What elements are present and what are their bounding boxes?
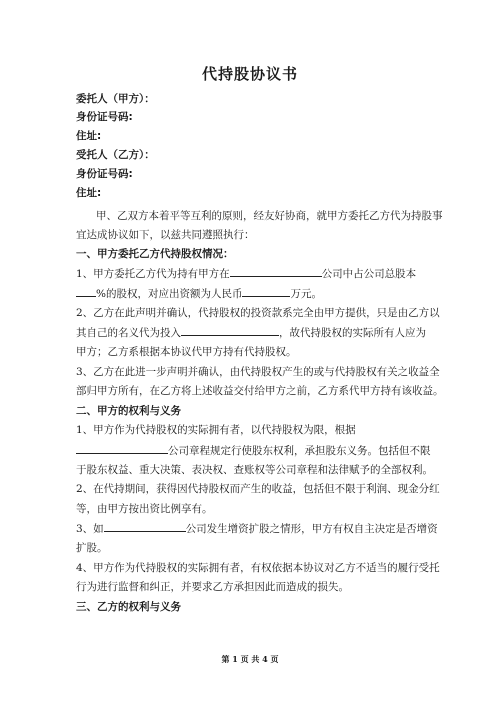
section2-clause1-line1: 1、甲方作为代持股权的实际拥有者，以代持股权为限，根据 [76,424,356,436]
text: 1、甲方委托乙方代为持有甲方在 [76,268,230,280]
agent-label: 受托人（乙方）： [76,149,155,161]
principal-id-label: 身份证号码: [76,111,133,123]
text: 3、如 [76,523,104,535]
section3-heading: 三、乙方的权利与义务 [76,601,181,613]
page-indicator: 第 1 页 共 4 页 [221,654,279,664]
section1-clause2-line2 [76,325,436,340]
section2-clause2-line1: 2、在代持期间，获得因代持股权而产生的收益，包括但不限于利润、现金分红 [76,483,440,495]
section1-clause2-line3: 甲方；乙方系根据本协议代甲方持有代持股权。 [76,346,297,358]
section1-clause1-line2 [76,286,436,301]
company-name-blank [230,266,322,277]
text: ，故代持股权的实际所有人应为 [279,327,426,339]
text: %的股权，对应出资额为人民币 [96,288,243,300]
section1-clause2-line1: 2、乙方在此声明并确认，代持股权的投资款系完全由甲方提供，只是由乙方以 [76,307,440,319]
agent-id-label: 身份证号码: [76,168,133,180]
text: 公司中占公司总股本 [321,268,417,280]
intro-line-2: 宜达成协议如下，以兹共同遵照执行： [76,229,255,241]
section2-clause1-line2 [76,443,436,458]
text: 公司发生增资扩股之情形，甲方有权自主决定是否增资 [185,523,438,535]
principal-address-label: 住址: [76,130,102,142]
section2-clause3-line1 [76,521,436,536]
company-name-blank [104,521,186,532]
section2-heading: 二、甲方的权利与义务 [76,405,181,417]
section2-clause1-line3: 于股东权益、重大决策、表决权、查账权等公司章程和法律赋予的全部权利。 [76,464,433,476]
text: 万元。 [290,288,322,300]
section1-clause1-line1 [76,266,436,281]
text: 其自己的名义代为投入 [76,327,181,339]
section2-clause4-line2: 行为进行监督和纠正，并要求乙方承担因此而造成的损失。 [76,581,349,593]
section1-clause3-line1: 3、乙方在此进一步声明并确认，由代持股权产生的或与代持股权有关之收益全 [76,366,440,378]
text: 公司章程规定行使股东权利，承担股东义务。包括但不限 [168,445,431,457]
investment-target-blank [181,325,279,336]
section2-clause4-line1: 4、甲方作为代持股权的实际拥有者，有权依据本协议对乙方不适当的履行受托 [76,562,440,574]
principal-label: 委托人（甲方）： [76,93,155,105]
section1-clause3-line2: 部归甲方所有，在乙方将上述收益交付给甲方之前，乙方系代甲方持有该收益。 [76,385,444,397]
percentage-blank [76,286,96,297]
section1-heading: 一、甲方委托乙方代持股权情况： [76,248,234,260]
amount-blank [242,286,290,297]
agent-address-label: 住址: [76,187,102,199]
intro-line-1: 甲、乙双方本着平等互利的原则，经友好协商，就甲方委托乙方代为持股事 [96,210,443,222]
document-title: 代持股协议书 [201,65,298,83]
company-name-blank [76,443,168,454]
section2-clause3-line2: 扩股。 [76,542,108,554]
section2-clause2-line2: 等，由甲方按出资比例享有。 [76,503,213,515]
